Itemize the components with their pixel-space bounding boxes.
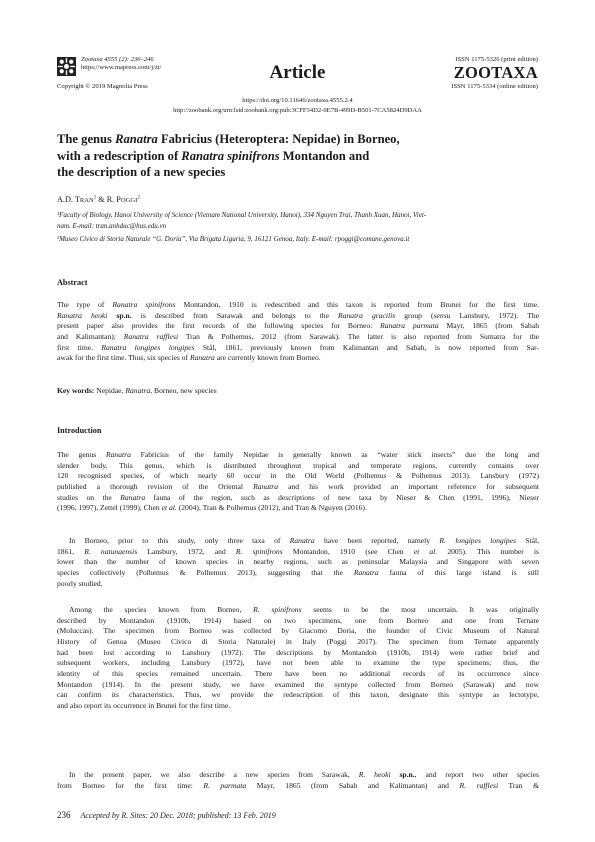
article-title <box>57 131 537 181</box>
author-list: A.D. TRAN$^1$ & R. POGGI$^2$ <box>57 195 140 204</box>
body-line: 120 recognised species, of which nearly 60 occur in the Old World (Polhemus & Polhemus 2013). Lansbury (1972) <box>57 471 539 481</box>
article-type-label: Article <box>269 62 326 83</box>
intro-paragraph-1 <box>57 450 539 514</box>
body-line: slender body. This genus, which is distributed throughout tropical and temperate regions, currently contains over <box>57 460 539 470</box>
abstract-line: The type of Ranatra spinifrons Montandon, 1910 is redescribed and this taxon is reported from Brunei for the first time. <box>57 300 540 309</box>
title-line: The genus Ranatra Fabricius (Heteroptera: Nepidae) in Borneo, <box>57 132 400 146</box>
body-line: can confirm its characteristics. Thus, we provide the redescription of this taxon, designate this syntype as lectotype, <box>57 690 539 700</box>
journal-name: ZOOTAXA <box>453 63 538 82</box>
body-line: subsequent workers, including Lansbury (1972), have not been able to examine the type specimens; thus, the <box>57 658 539 668</box>
intro-paragraph-4 <box>57 770 539 791</box>
body-line: lower than the number of known species in nearby regions, such as peninsular Malaysia and Singapore with seven <box>57 557 539 567</box>
abstract-heading: Abstract <box>57 278 88 287</box>
abstract-line: Ranatra heoki sp.n. is described from Sarawak and belongs to the Ranatra gracilis group (sensu Lansbury, 1972). The <box>57 310 539 320</box>
affiliation-line: ²Museo Civico di Storia Naturale “G. Doria”, Via Brigata Liguria, 9, 16121 Genoa, Italy. E-mail: rpoggi@comune.genova.it <box>57 234 410 243</box>
abstract-line: awak for the first time. Thus, six species of Ranatra are currently known from Borneo. <box>57 353 321 363</box>
abstract-line: first time. Ranatra longipes longipes Stål, 1861, previously known from Kalimantan and Sabah, is now reported from Sar- <box>57 342 539 352</box>
body-line: History of Genoa (Museo Civico di Storia Naturale) in Italy (Poggi 2017). The specimen from Ternate apparently <box>57 636 539 646</box>
body-line: poorly studied. <box>57 578 103 588</box>
body-line: Montandon (1914). In the present study, we have examined the syntype collected from Borneo (Sarawak) and now <box>57 679 539 689</box>
abstract-body <box>57 300 539 364</box>
body-line: identity of this species remained uncertain. There have been no additional records of its occurrence since <box>57 668 539 678</box>
body-line: species collectively (Polhemus & Polhemus 2013), suggesting that the Ranatra fauna of this large island is still <box>57 567 540 577</box>
copyright-notice: Copyright © 2019 Magnolia Press <box>57 83 148 90</box>
body-line: published a thorough revision of the Oriental Ranatra and his work provided an important reference for subsequent <box>57 481 540 491</box>
abstract-line: and Kalimantan); Ranatra rafflesi Tran & Polhemus, 2012 (from Sarawak). The latter is also reported from Sumatra for the <box>57 331 540 341</box>
body-line: In the present paper, we also describe a new species from Sarawak, R. heoki sp.n., and report two other species <box>69 770 539 779</box>
body-line: and also report its occurrence in Brunei for the first time. <box>57 700 231 710</box>
intro-paragraph-2 <box>57 536 539 589</box>
acceptance-note: Accepted by R. Sites: 20 Dec. 2018; published: 13 Feb. 2019 <box>80 811 276 820</box>
keywords-label: Key words: <box>57 386 95 395</box>
body-line: In Borneo, prior to this study, only three taxa of Ranatra have been reported, namely R. longipes longipes Stål, <box>69 536 539 545</box>
issn-print: ISSN 1175-5326 (print edition) <box>455 56 538 63</box>
page-footer <box>57 810 276 820</box>
issn-online: ISSN 1175-5334 (online edition) <box>451 83 538 90</box>
affiliation-line: ¹Faculty of Biology, Hanoi University of Science (Vietnam National University, Hanoi), 334 Nguyen Trai, Thanh Xuan, Hanoi, Viet- <box>57 211 427 219</box>
body-line: (1996, 1997), Zettel (1999), Chen et al. (2004), Tran & Polhemus (2012), and Tran & Nguyen (2016). <box>57 503 367 513</box>
journal-url-link[interactable]: https://www.mapress.com/j/zt/ <box>81 64 162 72</box>
zoobank-link[interactable]: http://zoobank.org/urn:lsid:zoobank.org:pub:3CFF34D2-0E7B-499D-B501-7CA5824D9DAA <box>173 107 422 114</box>
intro-paragraph-3 <box>57 605 539 712</box>
title-line: with a redescription of Ranatra spinifrons Montandon and <box>57 148 370 163</box>
body-line: The genus Ranatra Fabricius of the family Nepidae is generally known as “water stick insects” due the long and <box>57 450 539 459</box>
body-line: (Moluccas). The specimen from Borneo was collected by Giacomo Doria, the founder of Civic Museum of Natural <box>57 626 539 636</box>
body-line: 1861, R. natunaensis Lansbury, 1972, and R. spinifrons Montandon, 1910 (see Chen et al. 2005). This number is <box>57 546 539 556</box>
journal-volume-line: Zootaxa 4555 (2): 236–246 <box>81 56 154 63</box>
body-line: described by Montandon (1910b, 1914) based on two specimens, one from Borneo and one from Ternate <box>57 615 539 625</box>
keywords-line: Key words: Nepidae, Ranatra, Borneo, new species <box>57 386 217 395</box>
body-line: studies on the Ranatra fauna of the region, such as descriptions of new taxa by Nieser & Chen (1991, 1996), Nieser <box>57 492 539 502</box>
affiliation-line: nam. E-mail: tran.anhduc@hus.edu.vn <box>57 221 167 230</box>
introduction-heading: Introduction <box>57 426 102 435</box>
body-line: Among the species known from Borneo, R. spinifrons seems to be the most uncertain. It was originally <box>69 605 539 614</box>
affiliations <box>57 210 540 244</box>
title-line: the description of a new species <box>57 165 226 179</box>
page-number: 236 <box>57 810 71 820</box>
body-line: had been lost according to Lansbury (1972). The descriptions by Montandon (1910b, 1914) were rather brief and <box>57 647 539 657</box>
body-line: from Borneo for the first time: R. parmata Mayr, 1865 (from Sabah and Kalimantan) and R. rafflesi Tran & <box>57 780 540 790</box>
abstract-line: present paper also provides the first records of the following species for Borneo: Ranatra parmata Mayr, 1865 (from Sabah <box>57 321 540 331</box>
doi-link[interactable]: https://doi.org/10.11646/zootaxa.4555.2.4 <box>242 97 353 104</box>
